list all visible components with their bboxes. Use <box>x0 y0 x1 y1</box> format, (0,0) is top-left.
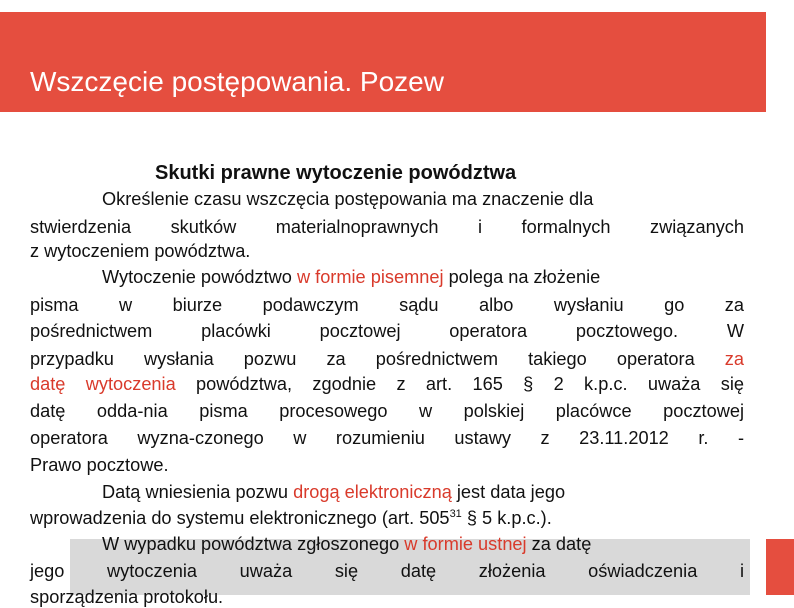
text-line: operatora wyzna-czonego w rozumieniu ustawy z 23.11.2012 r. - <box>30 428 744 448</box>
text-run: jest data jego <box>451 482 566 502</box>
text-line: Określenie czasu wszczęcia postępowania ma znaczenie dla <box>102 189 594 209</box>
text-line: datę odda-nia pisma procesowego w polskiej placówce pocztowej <box>30 401 744 421</box>
text-line: Prawo pocztowe. <box>30 455 169 475</box>
section-heading: Skutki prawne wytoczenie powództwa <box>155 162 517 184</box>
highlight-text: w formie ustnej <box>404 534 527 554</box>
superscript: 31 <box>449 507 462 520</box>
text-line: stwierdzenia skutków materialnoprawnych i formalnych związanych <box>30 217 744 237</box>
text-run: powództwa, zgodnie z art. 165 § 2 k.p.c. uważa się <box>175 374 745 394</box>
text-run: wprowadzenia do systemu elektronicznego (art. 505 <box>30 508 450 528</box>
text-line <box>102 266 600 288</box>
text-line: z wytoczeniem powództwa. <box>30 241 251 261</box>
text-run: za datę <box>526 534 592 554</box>
text-line: pisma w biurze podawczym sądu albo wysłaniu go za <box>30 295 744 315</box>
text-line: sporządzenia protokołu. <box>30 587 224 607</box>
slide-title: Wszczęcie postępowania. Pozew <box>30 66 444 97</box>
text-run: W wypadku powództwa zgłoszonego <box>102 534 405 554</box>
highlight-text: drogą elektroniczną <box>293 482 452 502</box>
text-run: Datą wniesienia pozwu <box>102 482 294 502</box>
text-line <box>30 373 744 395</box>
text-run: polega na złożenie <box>443 267 601 287</box>
text-run: Wytoczenie powództwo <box>102 267 297 287</box>
text-run: przypadku wysłania pozwu za pośrednictwem takiego operatora <box>30 349 725 369</box>
highlight-text: datę wytoczenia <box>30 374 176 394</box>
highlight-text: za <box>724 349 744 369</box>
highlight-text: w formie pisemnej <box>296 267 444 287</box>
text-line <box>102 533 591 555</box>
footer-red-block <box>766 539 794 595</box>
text-line <box>30 348 744 370</box>
text-run: § 5 k.p.c.). <box>461 508 552 528</box>
text-line <box>102 481 565 503</box>
text-line <box>30 507 552 529</box>
text-line: pośrednictwem placówki pocztowej operatora pocztowego. W <box>30 321 744 341</box>
text-line: jego wytoczenia uważa się datę złożenia oświadczenia i <box>30 561 744 581</box>
